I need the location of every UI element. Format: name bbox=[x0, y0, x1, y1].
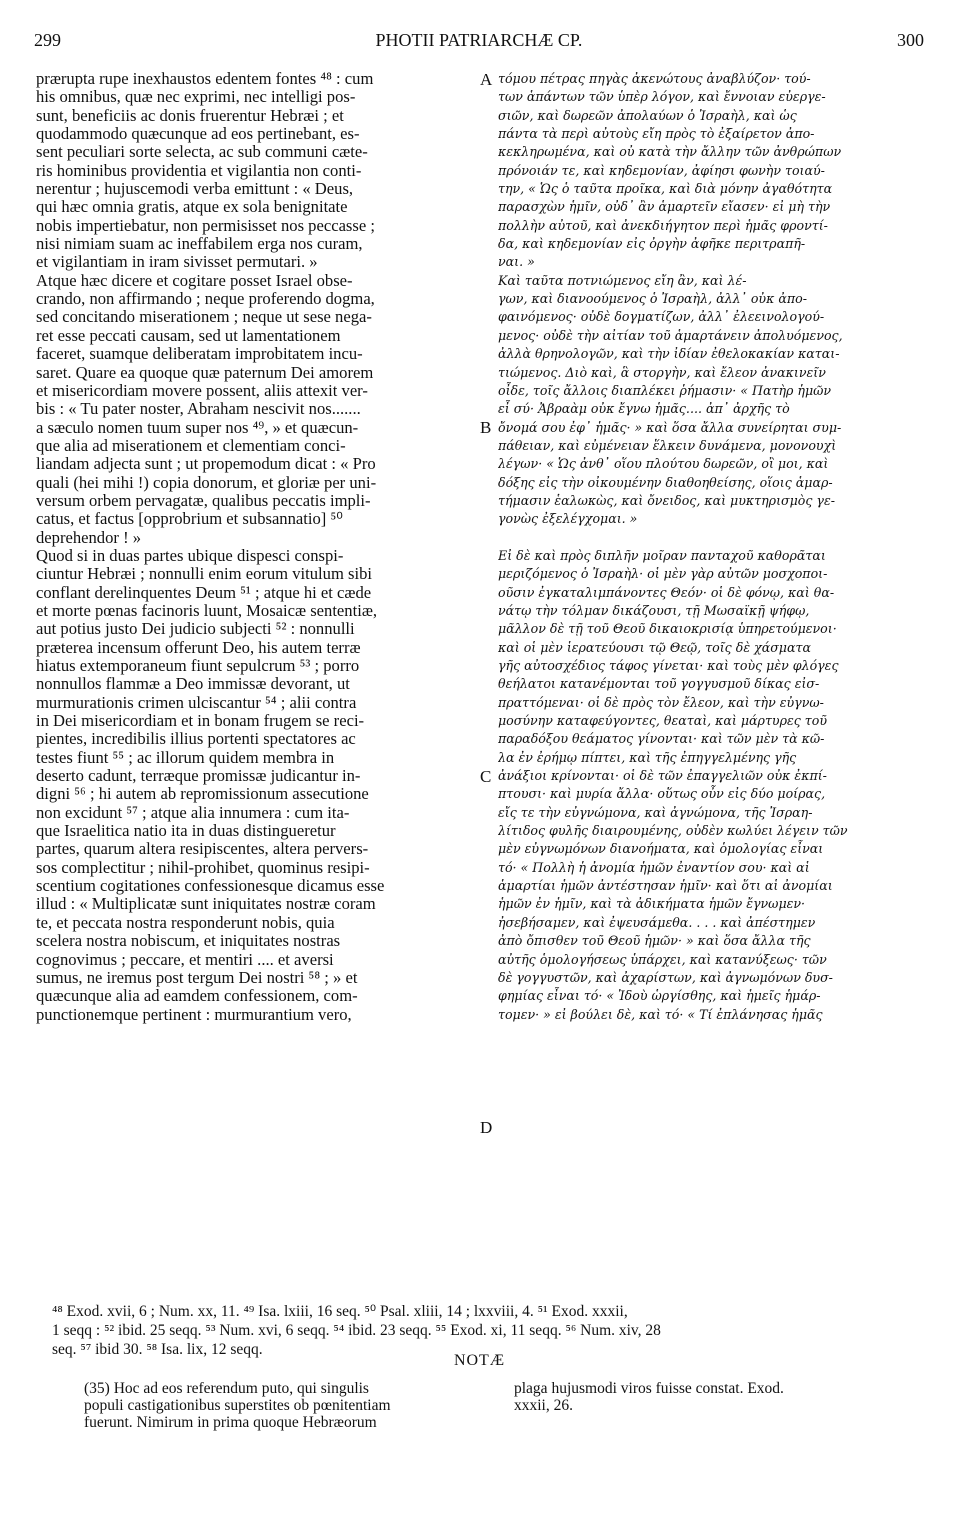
greek-text-line: δα, καὶ κηδεμονίαν εἰς ὀργὴν ἀφῆκε περιτραπῆ- bbox=[498, 236, 806, 252]
greek-text-line: πολλὴν αὐτοῦ, καὶ ἀνεκδιήγητον περὶ ἡμᾶς φροντί- bbox=[498, 217, 828, 233]
latin-text-line: a sæculo nomen tuum super nos ⁴⁹, » et quæcun- bbox=[36, 418, 359, 437]
latin-text-line: ciuntur Hebræi ; nonnulli enim eorum vitulum sibi bbox=[36, 565, 372, 584]
greek-text-line: Καὶ ταῦτα ποτνιώμενος εἴη ἂν, καὶ λέ- bbox=[498, 272, 747, 288]
note-line: fuerunt. Nimirum in prima quoque Hebræorum bbox=[84, 1414, 377, 1431]
latin-text-line: quali (hei mihi !) copia donorum, et gloriæ per uni- bbox=[36, 473, 377, 492]
latin-text-line: non excidunt ⁵⁷ ; atque alia innumera : cum ita- bbox=[36, 803, 350, 822]
latin-text-line: que alia ad miserationem et clementiam conci- bbox=[36, 436, 346, 455]
greek-text-line: παραδόξου θεάματος γίνονται· καὶ τῶν μὲν τὰ κῶ- bbox=[498, 731, 825, 747]
greek-text-line: ἀνάξιοι κρίνονται· οἱ δὲ τῶν ἐπαγγελιῶν οὐκ ἐκπί- bbox=[498, 768, 827, 784]
latin-text-line: prærupta rupe inexhaustos edentem fontes ⁴⁸ : cum bbox=[36, 70, 374, 88]
greek-text-line: παρασχὼν ἡμῖν, οὐδ᾽ ἂν ἁμαρτεῖν εἴασεν· εἰ μὴ τὴν bbox=[498, 199, 831, 215]
latin-text-line: illud : « Multiplicatæ sunt iniquitates nostræ coram bbox=[36, 895, 376, 914]
latin-text-line: et misericordiam movere possent, aliis attexit ver- bbox=[36, 381, 368, 400]
greek-text-line: γων, καὶ διανοούμενος ὁ Ἰσραὴλ, ἀλλ᾽ οὐκ ἀπο- bbox=[498, 291, 807, 307]
latin-text-line: murmurationis crimen ulciscantur ⁵⁴ ; alii contra bbox=[36, 693, 357, 712]
greek-text-line: λα ἐν ἐρήμῳ πίπτει, καὶ τῆς ἐπηγγελμένης γῆς bbox=[498, 749, 797, 765]
latin-text-line: quodammodo quæcunque ad eos pertinebant, es- bbox=[36, 125, 360, 144]
greek-text-line: ἀπὸ ὄπισθεν τοῦ Θεοῦ ἡμῶν· » καὶ ὅσα ἄλλα τῆς bbox=[498, 933, 811, 949]
latin-text-line: ret esse peccati causam, sed ut lamentationem bbox=[36, 326, 341, 345]
latin-text-line: sed concitando miserationem ; neque ut sese nega- bbox=[36, 308, 372, 327]
note-line: plaga hujusmodi viros fuisse constat. Exod. bbox=[514, 1380, 784, 1397]
note-line: populi castigationibus superstites ob pœnitentiam bbox=[84, 1397, 391, 1414]
notes-right-column bbox=[514, 1380, 934, 1414]
greek-text-line: ἀλλὰ θρηνολογῶν, καὶ τὴν ἰδίαν ἐθελοκακίαν καται- bbox=[498, 346, 840, 362]
greek-text-line: θεήλατοι κατανέμονται τοῦ γογγυσμοῦ δίκας εἰσ- bbox=[498, 676, 820, 692]
notes-left-column bbox=[84, 1380, 500, 1431]
greek-text-line: πάντα τὰ περὶ αὐτοὺς εἴη πρὸς τὸ ἐξαίρετον ἀπο- bbox=[498, 126, 815, 142]
latin-text-line: te, et peccata nostra responderunt nobis, quia bbox=[36, 913, 335, 932]
latin-text-line: cognovimus ; peccare, et mentiri .... et aversi bbox=[36, 950, 334, 969]
latin-text-line: Atque hæc dicere et cogitare posset Israel obse- bbox=[36, 271, 353, 290]
greek-text-line: εἴς τε τὴν εὐγνώμονα, καὶ ἀγνώμονα, τῆς Ἰσραη- bbox=[498, 804, 813, 820]
greek-text-line: οἶδε, τοῖς ἄλλοις διαπλέκει ῥήμασιν· « Πατὴρ ἡμῶν bbox=[498, 382, 832, 398]
latin-text-line: catus, et factus [opprobrium et subsannatio] ⁵⁰ bbox=[36, 510, 343, 529]
greek-text-line: λέγων· « Ὡς ἀνθ᾽ οἵου πλούτου δωρεῶν, οἲ μοι, καὶ bbox=[498, 456, 829, 472]
latin-text-line: scelera nostra nobiscum, et iniquitates nostras bbox=[36, 932, 341, 951]
margin-letter-b: B bbox=[480, 418, 492, 437]
greek-text-line: πραττόμεναι· οἱ δὲ πρὸς τὸν ἔλεον, καὶ τὴν εὐγνω- bbox=[498, 694, 824, 710]
latin-text-line: faceret, suamque deliberatam improbitatem incu- bbox=[36, 345, 363, 364]
latin-text-line: his omnibus, quæ nec exprimi, nec intelligi pos- bbox=[36, 88, 356, 107]
greek-text-line: πρόνοιάν τε, καὶ κηδεμονίαν, ἀφίησι φωνὴν τοιαύ- bbox=[498, 162, 825, 178]
greek-text-line: τό· « Πολλὴ ἡ ἀνομία ἡμῶν ἐναντίον σου· καὶ αἱ bbox=[498, 859, 810, 875]
greek-text-line: ἁμαρτίαι ἡμῶν ἀντέστησαν ἡμῖν· καὶ ὅτι αἱ ἀνομίαι bbox=[498, 878, 833, 894]
latin-text-line: sunt, beneficiis ac donis fruerentur Hebræi ; et bbox=[36, 106, 344, 125]
greek-text-line: λίτιδος φυλῆς διαιρουμένης, οὐδὲν κωλύει λέγειν τῶν bbox=[498, 823, 848, 839]
page-header bbox=[34, 30, 924, 58]
latin-text-line: punctionemque pertinent : murmurantium vero, bbox=[36, 1005, 352, 1024]
greek-text-line: τόμου πέτρας πηγὰς ἀκενώτους ἀναβλύζον· τού- bbox=[498, 71, 811, 86]
greek-text-line: μὲν εὐγνωμόνων διανοήματα, καὶ ὁμολογίας εἶναι bbox=[498, 841, 824, 857]
greek-text-line: μεριζόμενος ὁ Ἰσραὴλ· οἱ μὲν γὰρ αὐτῶν μοσχοποι- bbox=[498, 566, 828, 582]
latin-text-line: sumus, ne iremus post tergum Dei nostri ⁵⁸ ; » et bbox=[36, 968, 358, 987]
greek-column bbox=[498, 70, 930, 1024]
greek-text-line: ναι. » bbox=[498, 254, 535, 270]
greek-text-line: ἡμῶν ἐν ἡμῖν, καὶ τὰ ἀδικήματα ἡμῶν ἔγνωμεν· bbox=[498, 896, 806, 912]
greek-text-line: οῦσιν ἐγκαταλιμπάνοντες Θεόν· οἱ δὲ φόνῳ, καὶ θα- bbox=[498, 584, 835, 600]
greek-text-line: κεκληρωμένα, καὶ οὐ κατὰ τὴν ἄλλην τῶν ἀνθρώπων bbox=[498, 144, 842, 160]
page-number-left: 299 bbox=[34, 30, 61, 50]
latin-text-line: nisi nimiam suam ac ineffabilem erga nos curam, bbox=[36, 235, 363, 254]
latin-text-line: pientes, incredibilis illius portenti spectatores ac bbox=[36, 730, 356, 749]
greek-text-line: τιώμενος. Διὸ καὶ, ἃ στοργὴν, καὶ ἔλεον ἀνακινεῖν bbox=[498, 364, 826, 380]
latin-text-line: versum orbem pervagatæ, qualibus peccatis impli- bbox=[36, 491, 371, 510]
page-number-right: 300 bbox=[897, 30, 924, 50]
greek-text-line: πάθειαν, καὶ εὐμένειαν ἕλκειν δυνάμενα, μονονουχὶ bbox=[498, 437, 837, 453]
greek-text-line: σιῶν, καὶ δωρεῶν ἀπολαύων ὁ Ἰσραὴλ, καὶ ὡς bbox=[498, 107, 797, 123]
latin-text-line: saret. Quare ea quoque quæ paternum Dei amorem bbox=[36, 363, 374, 382]
greek-text-line: νάτῳ τὴν τόλμαν δικάζουσι, τῇ Μωσαϊκῇ ψήφῳ, bbox=[498, 602, 810, 618]
greek-text-line bbox=[498, 529, 930, 547]
latin-text-line: nobis impertiebatur, non permisisset nos peccasse ; bbox=[36, 216, 375, 235]
latin-text-line: digni ⁵⁶ ; hi autem ab repromissionum assecutione bbox=[36, 785, 369, 804]
footnote-line: seq. ⁵⁷ ibid 30. ⁵⁸ Isa. lix, 12 seqq. bbox=[52, 1341, 263, 1358]
footnote-line: 1 seqq : ⁵² ibid. 25 seqq. ⁵³ Num. xvi, 6 seqq. ⁵⁴ ibid. 23 seqq. ⁵⁵ Exod. xi, 11 seqq. ⁵⁶ Num. xiv, 28 bbox=[52, 1322, 661, 1339]
greek-text-line: δὲ γογγυστῶν, καὶ ἀχαρίστων, καὶ ἀγνωμόνων δυσ- bbox=[498, 969, 833, 985]
margin-letter-d: D bbox=[480, 1118, 493, 1137]
latin-text-line: scentium cogitationes confessionesque dicamus esse bbox=[36, 877, 385, 896]
latin-column bbox=[36, 70, 482, 1024]
footnote-line: ⁴⁸ Exod. xvii, 6 ; Num. xx, 11. ⁴⁹ Isa. lxiii, 16 seq. ⁵⁰ Psal. xliii, 14 ; lxxviii, 4. ⁵¹ Exod. xxxii, bbox=[52, 1303, 628, 1320]
latin-text-line: testes fiunt ⁵⁵ ; ac illorum quidem membra in bbox=[36, 748, 335, 767]
latin-text-line: partes, quarum altera resipiscentes, altera pervers- bbox=[36, 840, 369, 859]
latin-text-line: nerentur ; hujuscemodi verba emittunt : « Deus, bbox=[36, 180, 354, 199]
latin-text-line: hiatus extemporaneum fiunt sepulcrum ⁵³ ; porro bbox=[36, 657, 360, 675]
greek-text-line: φημίας εἶναι τό· « Ἰδοὺ ὡργίσθης, καὶ ἡμεῖς ἡμάρ- bbox=[498, 988, 821, 1004]
latin-text-line: nonnullos flammæ a Deo immissæ devorant, ut bbox=[36, 675, 350, 694]
latin-text-line: aut potius justo Dei judicio subjecti ⁵² : nonnulli bbox=[36, 620, 355, 639]
latin-text-line: Quod si in duas partes ubique dispesci conspi- bbox=[36, 546, 344, 565]
latin-text-line: sent peculiari sorte selecta, ac sub communi cæte- bbox=[36, 143, 368, 162]
greek-text-line: φαινόμενος· οὐδὲ δογματίζων, ἀλλ᾽ ἐλεεινολογού- bbox=[498, 309, 825, 325]
greek-text-line: μενος· οὐδὲ τὴν αἰτίαν τοῦ ἁμαρτάνειν ἀπολυόμενος, bbox=[498, 327, 843, 343]
margin-letter-a: A bbox=[480, 70, 493, 89]
greek-text-line: μᾶλλον δὲ τῇ τοῦ Θεοῦ δικαιοκρισίᾳ ὑπηρετούμενοι· bbox=[498, 621, 837, 637]
latin-text-line: et morte pœnas facinoris luunt, Mosaicæ sententiæ, bbox=[36, 601, 378, 620]
latin-text-line: qui hæc omnia gratis, atque ex sola benignitate bbox=[36, 198, 348, 217]
latin-text-line: deserto cadunt, terræque promissæ judicantur in- bbox=[36, 767, 361, 786]
greek-text-line: των ἁπάντων τῶν ὑπὲρ λόγον, καὶ ἔννοιαν εὐεργε- bbox=[498, 89, 826, 105]
latin-text-line: in Dei misericordiam et in bonam frugem se reci- bbox=[36, 712, 365, 731]
greek-text-line: γῆς αὐτοσχέδιος τάφος γίνεται· καὶ τοὺς μὲν φλόγες bbox=[498, 658, 839, 673]
latin-text-line: bis : « Tu pater noster, Abraham nescivit nos....... bbox=[36, 400, 361, 419]
latin-text-line: sos complectitur ; nihil-prohibet, quominus resipi- bbox=[36, 858, 370, 877]
greek-text-line: ἠσεβήσαμεν, καὶ ἐψευσάμεθα. . . . καὶ ἀπέστημεν bbox=[498, 914, 816, 930]
greek-text-line: δόξης εἰς τὴν οἰκουμένην διαθοηθείσης, οἵοις ἁμαρ- bbox=[498, 474, 833, 490]
latin-text-line: præterea incensum offerunt Deo, his autem terræ bbox=[36, 638, 361, 657]
greek-text-line: μοσύνην καταφεύγοντες, θεαταὶ, καὶ μάρτυρες τοῦ bbox=[498, 713, 827, 729]
greek-text-line: τομεν· » εἰ βούλει δὲ, καὶ τό· « Τί ἐπλάνησας ἡμᾶς bbox=[498, 1006, 823, 1022]
notae-heading: NOTÆ bbox=[453, 1352, 506, 1369]
margin-letter-c: C bbox=[480, 767, 492, 786]
latin-text-line: crando, non affirmando ; neque proferendo dogma, bbox=[36, 290, 375, 309]
greek-text-line: Εἰ δὲ καὶ πρὸς διπλῆν μοῖραν πανταχοῦ καθορᾶται bbox=[498, 547, 826, 563]
note-line: xxxii, 26. bbox=[514, 1397, 573, 1414]
latin-text-line: ris hominibus providentia et vigilantia non conti- bbox=[36, 161, 362, 180]
latin-text-line: et vigilantiam in iram sivisset permutari. » bbox=[36, 253, 318, 272]
greek-text-line: την, « Ὡς ὁ ταῦτα προῖκα, καὶ διὰ μόνην ἀγαθότητα bbox=[498, 181, 833, 197]
greek-text-line: γονὼς ἐξελέγχομαι. » bbox=[498, 511, 638, 527]
latin-text-line: que Israelitica natio ita in duas distingueretur bbox=[36, 822, 336, 841]
greek-text-line: καὶ οἱ μὲν ἱερατεύουσι τῷ Θεῷ, τοῖς δὲ χάσματα bbox=[498, 639, 811, 655]
note-line: (35) Hoc ad eos referendum puto, qui singulis bbox=[84, 1380, 369, 1397]
running-title: PHOTII PATRIARCHÆ CP. bbox=[375, 30, 583, 50]
greek-text-line: πτουσι· καὶ μυρία ἄλλα· οὕτως οὖν εἰς δύο μοίρας, bbox=[498, 786, 826, 802]
greek-text-line: τήμασιν ἑαλωκὼς, καὶ ὄνειδος, καὶ μυκτηρισμὸς γε- bbox=[498, 492, 835, 508]
greek-text-line: αὐτῆς ὁμολογήσεως ὑπάρχει, καὶ κατανύξεως· τῶν bbox=[498, 951, 827, 967]
latin-text-line: liandam adjecta sunt ; ut propemodum dicat : « Pro bbox=[36, 455, 376, 474]
footnotes bbox=[52, 1302, 942, 1359]
latin-text-line: deprehendor ! » bbox=[36, 528, 142, 547]
greek-text-line: εἶ σύ· Ἀβραὰμ οὐκ ἔγνω ἡμᾶς.... ἀπ᾽ ἀρχῆς τὸ bbox=[498, 401, 790, 417]
greek-text-line: ὄνομά σου ἐφ᾽ ἡμᾶς· » καὶ ὅσα ἄλλα συνείρηται συμ- bbox=[498, 419, 842, 435]
latin-text-line: quæcunque alia ad eamdem confessionem, com- bbox=[36, 987, 358, 1006]
latin-text-line: conflant derelinquentes Deum ⁵¹ ; atque hi et cæde bbox=[36, 583, 372, 602]
